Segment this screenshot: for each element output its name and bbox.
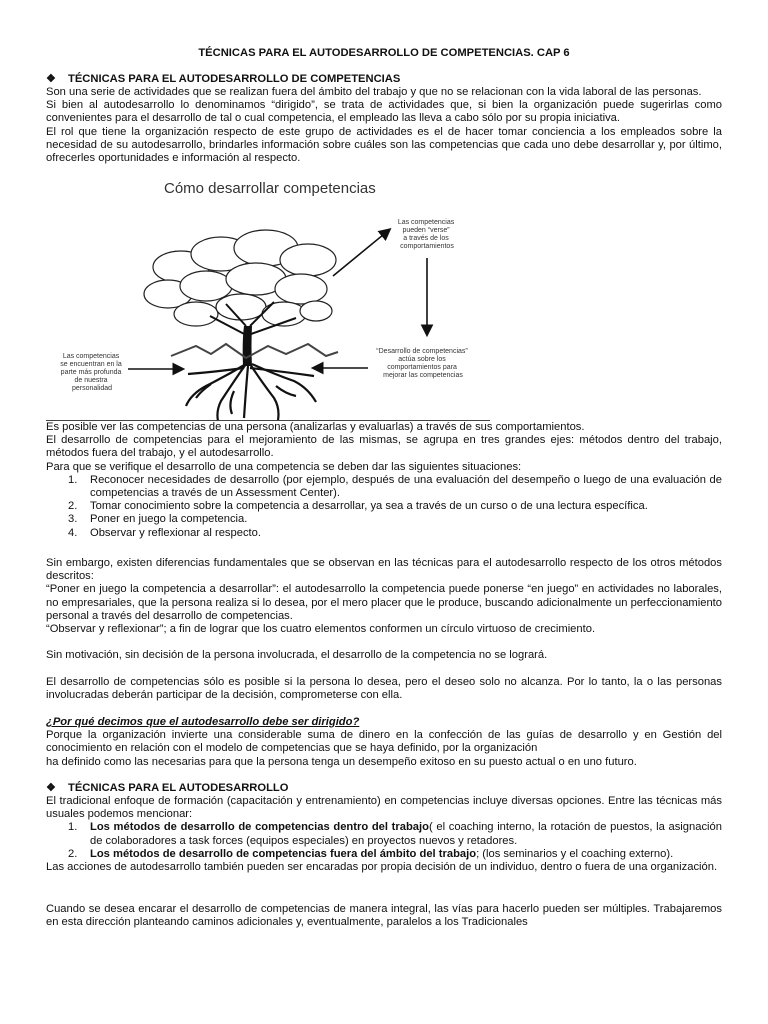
- tree-diagram: [46, 176, 496, 424]
- paragraph: Son una serie de actividades que se realizan fuera del ámbito del trabajo y que no se relacionan con la vida laboral de las personas.: [46, 86, 702, 98]
- intro-paragraphs: [46, 86, 722, 165]
- section-heading-text: TÉCNICAS PARA EL AUTODESARROLLO DE COMPETENCIAS: [68, 73, 401, 85]
- arrow-to-behaviors: [333, 230, 389, 276]
- tree-canopy: [144, 230, 336, 326]
- paragraph: Sin embargo, existen diferencias fundamentales que se observan en las técnicas para el autodesarrollo respecto de los otros métodos descritos:: [46, 557, 722, 583]
- paragraph: “Observar y reflexionar”; a fin de lograr que los cuatro elementos conformen un círculo virtuoso de crecimiento.: [46, 623, 596, 636]
- list-item: 2. Los métodos de desarrollo de competencias fuera del ámbito del trabajo; (los seminarios y el coaching externo).: [68, 847, 674, 860]
- paragraph: Si bien al autodesarrollo lo denominamos “dirigido”, se trata de actividades que, si bien la organización puede sugerirlas como convenientes para el desarrollo de tal o cual competencia, el empleado las lleva a cabo sólo por su propia iniciativa.: [46, 99, 722, 125]
- paragraph: Las acciones de autodesarrollo también pueden ser encaradas por propia decisión de un individuo, dentro o fuera de una organización.: [46, 861, 718, 874]
- paragraph: ha definido como las necesarias para que la persona tenga un desempeño exitoso en su puesto actual o en uno futuro.: [46, 755, 637, 768]
- paragraph: El tradicional enfoque de formación (capacitación y entrenamiento) en competencias incluye diversas opciones. Entre las técnicas más usuales podemos mencionar:: [46, 795, 722, 821]
- label-top-right: Las competencias pueden “verse” a través de los comportamientos: [397, 219, 455, 250]
- section-heading: [46, 782, 722, 795]
- paragraph: Es posible ver las competencias de una persona (analizarlas y evaluarlas) a través de sus comportamientos.: [46, 421, 585, 433]
- paragraph: El desarrollo de competencias sólo es posible si la persona lo desea, pero el deseo solo no alcanza. Por lo tanto, la o las personas involucradas deberán participar de la decisión, comprometerse con ella.: [46, 676, 722, 702]
- section-2: [46, 421, 722, 540]
- list-item: 4. Observar y reflexionar al respecto.: [68, 526, 261, 539]
- diamond-bullet-icon: ❖: [46, 73, 57, 85]
- list-item: 1. Los métodos de desarrollo de competencias dentro del trabajo( el coaching interno, la rotación de puestos, la asignación de colaboradores a task forces (equipos especiales) en proyectos nuevos y retadores.: [68, 821, 722, 847]
- numbered-list: [46, 821, 722, 861]
- paragraph: Sin motivación, sin decisión de la persona involucrada, el desarrollo de la competencia no se logrará.: [46, 649, 548, 661]
- paragraph: Para que se verifique el desarrollo de una competencia se deben dar las siguientes situaciones:: [46, 460, 522, 473]
- figure-title: Cómo desarrollar competencias: [164, 180, 376, 197]
- section-heading: [46, 73, 722, 86]
- question-heading: ¿Por qué decimos que el autodesarrollo debe ser dirigido?: [46, 716, 360, 728]
- section-3: [46, 557, 722, 636]
- list-item: 3. Poner en juego la competencia.: [68, 513, 248, 526]
- label-left: Las competencias se encuentran en la parte más profunda de nuestra personalidad: [60, 353, 122, 392]
- paragraph: El rol que tiene la organización respecto de este grupo de actividades es el de hacer tomar conciencia a los empleados sobre la necesidad de su autodesarrollo, brindarles información sobre cuáles son las competencias que cada uno debe desarrollar y, por último, ofrecerles oportunidades e información al respecto.: [46, 125, 722, 165]
- paragraph: Porque la organización invierte una considerable suma de dinero en la confección de las guías de desarrollo y en Gestión del conocimiento en relación con el modelo de competencias que se haya definido, por la organización: [46, 729, 722, 755]
- paragraph: Cuando se desea encarar el desarrollo de competencias de manera integral, las vías para hacerlo pueden ser múltiples. Trabajaremos en esta dirección planteando caminos adicionales y, eventualmente, paralelos a los Tradicionales: [46, 903, 722, 929]
- section-4: [46, 716, 722, 769]
- ground: [171, 344, 338, 358]
- list-item: 1. Reconocer necesidades de desarrollo (por ejemplo, después de una evaluación del desempeño o luego de una evaluación de competencias a través de un Assessment Center).: [68, 473, 722, 500]
- section-heading-text: TÉCNICAS PARA EL AUTODESARROLLO: [68, 782, 289, 794]
- list-item: 2. Tomar conocimiento sobre la competencia a desarrollar, ya sea a través de un curso o de una lectura específica.: [68, 500, 648, 513]
- label-bottom-right: “Desarrollo de competencias” actúa sobre los comportamientos para mejorar las competencias: [376, 348, 468, 379]
- numbered-list: [46, 474, 722, 540]
- section-5: [46, 795, 722, 874]
- paragraph: “Poner en juego la competencia a desarrollar”: el autodesarrollo la competencia puede ponerse “en juego” en actividades no laborales, no empresariales, que la persona realiza si lo desea, por el mero placer que le produce, buscando adicionalmente un perfeccionamiento personal a través del desarrollo de competencias.: [46, 583, 722, 622]
- paragraph: El desarrollo de competencias para el mejoramiento de las mismas, se agrupa en tres grandes ejes: métodos dentro del trabajo, métodos fuera del trabajo, y el autodesarrollo.: [46, 434, 722, 460]
- diamond-bullet-icon: ❖: [46, 782, 57, 794]
- document-title: TÉCNICAS PARA EL AUTODESARROLLO DE COMPETENCIAS. CAP 6: [198, 47, 570, 59]
- tree-trunk: [243, 326, 252, 366]
- tree-roots: [186, 364, 316, 421]
